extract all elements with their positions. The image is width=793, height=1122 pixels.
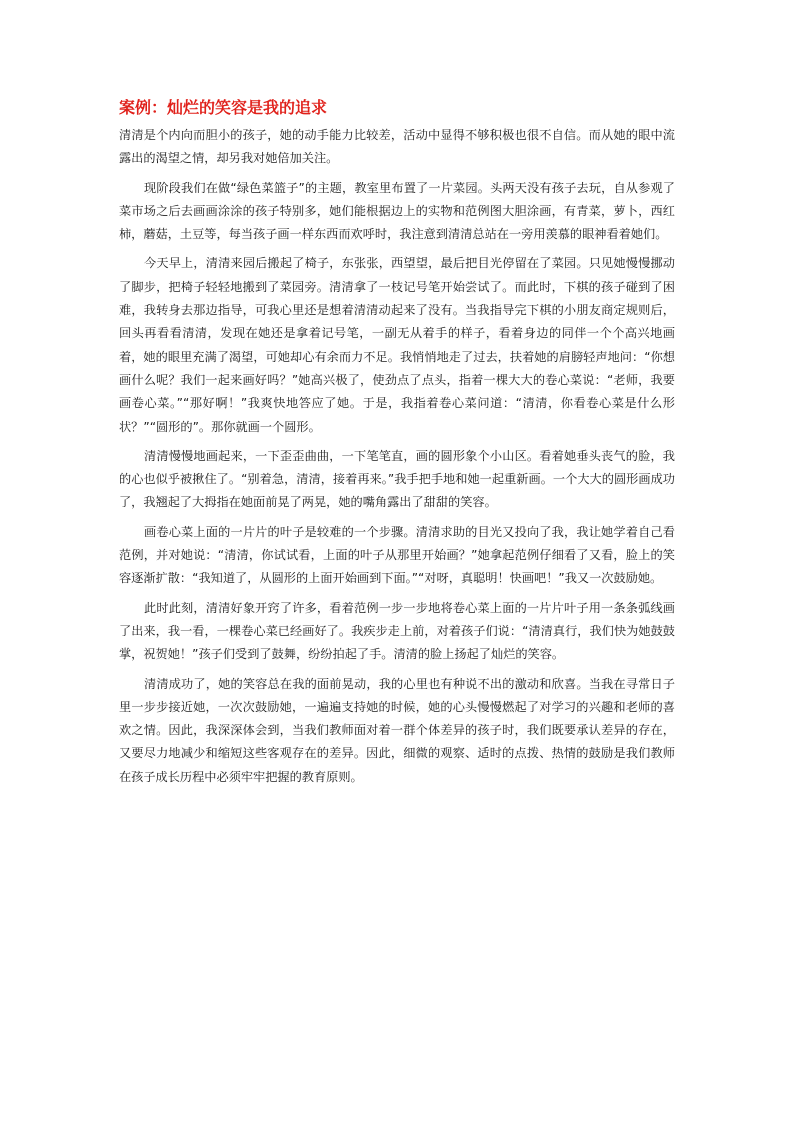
paragraph-drawing-leaves: 画卷心菜上面的一片片的叶子是较难的一个步骤。清清求助的目光又投向了我，我让她学着自己看范例，并对她说：“清清，你试试看，上面的叶子从那里开始画？”她拿起范例仔细看了又看，脸上的笑容逐渐扩散：“我知道了，从圆形的上面开始画到下面。”“对呀，真聪明！快画吧！”我又一次鼓励她。 — [119, 524, 675, 586]
paragraph-intro: 清清是个内向而胆小的孩子，她的动手能力比较差，活动中显得不够积极也很不自信。而从她的眼中流露出的渴望之情，却另我对她倍加关注。 — [119, 128, 675, 166]
document-title: 案例：灿烂的笑容是我的追求 — [119, 98, 328, 117]
document-body — [119, 96, 675, 795]
paragraph-success: 此时此刻，清清好象开窍了许多，看着范例一步一步地将卷心菜上面的一片片叶子用一条条弧线画了出来，我一看，一棵卷心菜已经画好了。我疾步走上前，对着孩子们说：“清清真行，我们快为她鼓鼓掌，祝贺她！”孩子们受到了鼓舞，纷纷拍起了手。清清的脸上扬起了灿烂的笑容。 — [119, 600, 675, 662]
paragraph-drawing-circle: 清清慢慢地画起来，一下歪歪曲曲，一下笔笔直，画的圆形象个小山区。看着她垂头丧气的脸，我的心也似乎被揪住了。“别着急，清清，接着再来。”我手把手地和她一起重新画。一个大大的圆形画成功了，我翘起了大拇指在她面前晃了两晃，她的嘴角露出了甜甜的笑容。 — [119, 448, 675, 510]
paragraph-theme: 现阶段我们在做“绿色菜篮子”的主题，教室里布置了一片菜园。头两天没有孩子去玩，自从参观了菜市场之后去画画涂涂的孩子特别多，她们能根据边上的实物和范例图大胆涂画，有青菜，萝卜，西红柿，蘑菇，土豆等，每当孩子画一样东西而欢呼时，我注意到清清总站在一旁用羡慕的眼神看着她们。 — [119, 180, 675, 242]
paragraph-morning: 今天早上，清清来园后搬起了椅子，东张张，西望望，最后把目光停留在了菜园。只见她慢慢挪动了脚步，把椅子轻轻地搬到了菜园旁。清清拿了一枝记号笔开始尝试了。而此时，下棋的孩子碰到了困难，我转身去那边指导，可我心里还是想着清清动起来了没有。当我指导完下棋的小朋友商定规则后，回头再看看清清，发现在她还是拿着记号笔，一副无从着手的样子，看着身边的同伴一个个高兴地画着，她的眼里充满了渴望，可她却心有余而力不足。我悄悄地走了过去，扶着她的肩膀轻声地问：“你想画什么呢？我们一起来画好吗？”她高兴极了，使劲点了点头，指着一棵大大的卷心菜说：“老师，我要画卷心菜。”“那好啊！”我爽快地答应了她。于是，我指着卷心菜问道：“清清，你看卷心菜是什么形状？”“圆形的”。那你就画一个圆形。 — [119, 256, 675, 434]
paragraph-reflection: 清清成功了，她的笑容总在我的面前晃动，我的心里也有种说不出的激动和欣喜。当我在寻常日子里一步步接近她，一次次鼓励她，一遍遍支持她的时候，她的心头慢慢燃起了对学习的兴趣和老师的喜欢之情。因此，我深深体会到，当我们教师面对着一群个体差异的孩子时，我们既要承认差异的存在，又要尽力地减少和缩短这些客观存在的差异。因此，细微的观察、适时的点拨、热情的鼓励是我们教师在孩子成长历程中必须牢牢把握的教育原则。 — [119, 676, 675, 784]
